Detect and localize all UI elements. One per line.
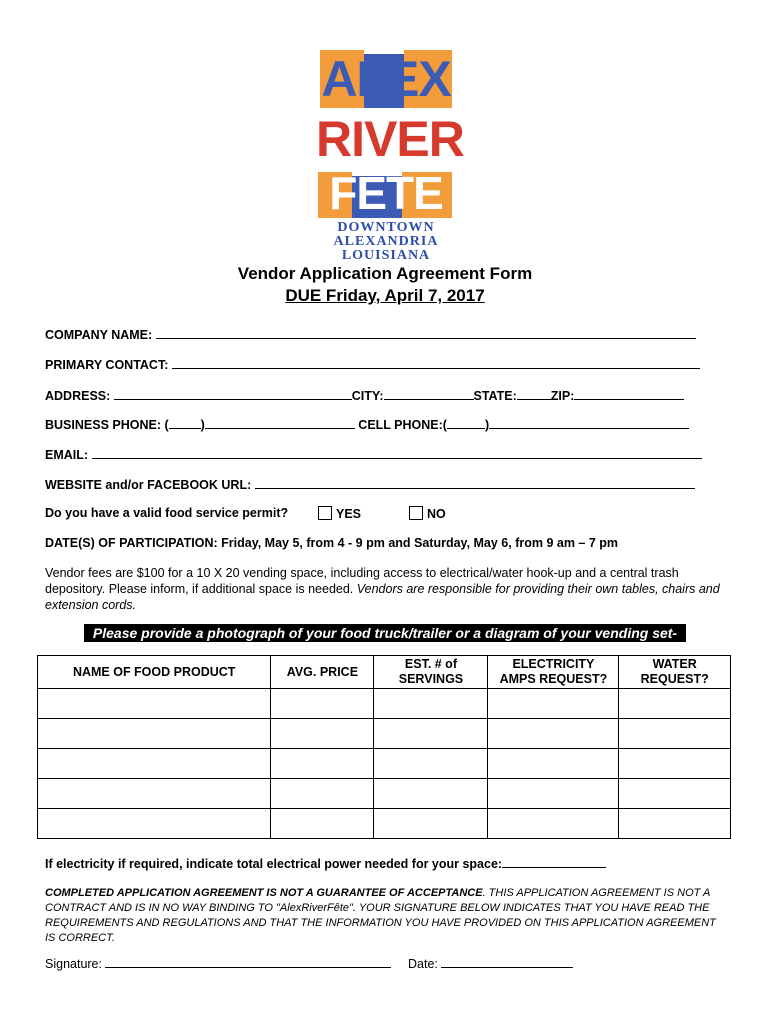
- table-row: [38, 809, 731, 839]
- table-row: [38, 689, 731, 719]
- signature-row: [45, 955, 391, 971]
- business-phone-field[interactable]: [205, 416, 355, 429]
- table-cell[interactable]: [619, 779, 731, 809]
- date-label: Date:: [408, 957, 438, 971]
- table-cell[interactable]: [38, 749, 271, 779]
- electricity-note-row: [45, 855, 606, 871]
- table-cell[interactable]: [38, 779, 271, 809]
- table-cell[interactable]: [374, 749, 488, 779]
- website-label: WEBSITE and/or FACEBOOK URL:: [45, 478, 252, 492]
- header-servings: EST. # of SERVINGS: [374, 656, 488, 689]
- electricity-field[interactable]: [502, 855, 606, 868]
- table-cell[interactable]: [374, 689, 488, 719]
- vendor-fees-text: [45, 565, 725, 613]
- phone-row: [45, 416, 689, 432]
- table-cell[interactable]: [488, 749, 619, 779]
- logo-alexandria: ALEXANDRIA: [333, 234, 439, 249]
- participation-dates: DATE(S) OF PARTICIPATION: Friday, May 5, from 4 - 9 pm and Saturday, May 6, from 9 am – 7 pm: [45, 536, 619, 550]
- table-cell[interactable]: [488, 779, 619, 809]
- table-cell[interactable]: [38, 719, 271, 749]
- primary-contact-row: [45, 356, 700, 372]
- yes-label: YES: [336, 507, 362, 521]
- table-cell[interactable]: [271, 749, 374, 779]
- due-date: DUE Friday, April 7, 2017: [285, 286, 485, 305]
- fees-italic-text: Vendors are responsible for providing their own tables, chairs and extension cords.: [45, 582, 720, 612]
- table-cell[interactable]: [619, 749, 731, 779]
- zip-field[interactable]: [574, 387, 684, 400]
- food-products-table: [37, 655, 731, 839]
- address-row: [45, 387, 684, 403]
- table-cell[interactable]: [271, 689, 374, 719]
- disclaimer: [45, 886, 725, 946]
- cell-paren-close: ): [484, 418, 490, 432]
- logo-louisiana: LOUISIANA: [341, 248, 431, 263]
- cell-phone-field[interactable]: [489, 416, 689, 429]
- state-label: STATE:: [473, 389, 517, 403]
- company-name-label: COMPANY NAME:: [45, 328, 153, 342]
- no-checkbox[interactable]: [409, 506, 423, 520]
- permit-row: [45, 506, 725, 520]
- disclaimer-bold: COMPLETED APPLICATION AGREEMENT IS NOT A GUARANTEE OF ACCEPTANCE: [45, 887, 483, 899]
- table-cell[interactable]: [488, 809, 619, 839]
- email-label: EMAIL:: [45, 448, 89, 462]
- no-label: NO: [427, 507, 446, 521]
- fees-text: Vendor fees are $100 for a 10 X 20 vending space, including access to electrical/water hook-up and a central trash depository. Please inform, if additional space is needed.: [45, 566, 679, 596]
- city-label: CITY:: [351, 389, 384, 403]
- disclaimer-text: . THIS APPLICATION AGREEMENT IS NOT A CONTRACT AND IS IN NO WAY BINDING TO "AlexRiverFête". YOUR SIGNATURE BELOW INDICATES THAT YOU HAVE READ THE REQUIREMENTS AND REGULATIONS AND THAT THE INFORMATION YOU HAVE PROVIDED ON THIS APPLICATION AGREEMENT IS CORRECT.: [45, 887, 716, 944]
- date-field[interactable]: [441, 955, 573, 968]
- table-cell[interactable]: [488, 719, 619, 749]
- email-field[interactable]: [92, 446, 702, 459]
- table-row: [38, 749, 731, 779]
- business-paren-close: ): [200, 418, 205, 432]
- table-cell[interactable]: [38, 809, 271, 839]
- table-cell[interactable]: [374, 809, 488, 839]
- logo-line-fete: FÊTE: [329, 167, 443, 219]
- table-cell[interactable]: [374, 779, 488, 809]
- alex-river-fete-logo: [316, 50, 464, 263]
- table-cell[interactable]: [38, 689, 271, 719]
- company-name-row: [45, 326, 696, 342]
- city-field[interactable]: [384, 387, 474, 400]
- cell-phone-label: CELL PHONE:(: [358, 418, 447, 432]
- table-row: [38, 779, 731, 809]
- table-cell[interactable]: [619, 809, 731, 839]
- header-food-name: NAME OF FOOD PRODUCT: [38, 656, 271, 689]
- header-water: WATER REQUEST?: [619, 656, 731, 689]
- header-electricity: ELECTRICITY AMPS REQUEST?: [488, 656, 619, 689]
- address-field[interactable]: [114, 387, 352, 400]
- table-cell[interactable]: [271, 779, 374, 809]
- table-cell[interactable]: [271, 719, 374, 749]
- electricity-note: If electricity if required, indicate total electrical power needed for your space:: [45, 857, 503, 871]
- table-cell[interactable]: [619, 719, 731, 749]
- logo-downtown: DOWNTOWN: [337, 220, 435, 235]
- signature-label: Signature:: [45, 957, 102, 971]
- primary-contact-label: PRIMARY CONTACT:: [45, 358, 169, 372]
- table-cell[interactable]: [619, 689, 731, 719]
- photo-request-banner: Please provide a photograph of your food truck/trailer or a diagram of your vending set-up.: [84, 624, 686, 642]
- website-field[interactable]: [255, 476, 695, 489]
- business-area-code-field[interactable]: [169, 416, 201, 429]
- state-field[interactable]: [517, 387, 551, 400]
- logo-line-river: RIVER: [316, 111, 464, 167]
- permit-yes-option[interactable]: [318, 506, 361, 521]
- address-label: ADDRESS:: [45, 389, 111, 403]
- logo-line-alex: ALEX: [321, 51, 451, 107]
- permit-no-option[interactable]: [409, 506, 446, 521]
- table-cell[interactable]: [488, 689, 619, 719]
- permit-question: Do you have a valid food service permit?: [45, 506, 289, 520]
- zip-label: ZIP:: [550, 389, 575, 403]
- table-header-row: [38, 656, 731, 689]
- form-title: Vendor Application Agreement Form: [237, 264, 533, 283]
- cell-area-code-field[interactable]: [447, 416, 485, 429]
- company-name-field[interactable]: [156, 326, 696, 339]
- header-avg-price: AVG. PRICE: [271, 656, 374, 689]
- table-cell[interactable]: [374, 719, 488, 749]
- website-row: [45, 476, 695, 492]
- email-row: [45, 446, 702, 462]
- date-row: [408, 955, 573, 971]
- table-row: [38, 719, 731, 749]
- primary-contact-field[interactable]: [172, 356, 700, 369]
- yes-checkbox[interactable]: [318, 506, 332, 520]
- signature-field[interactable]: [105, 955, 391, 968]
- table-cell[interactable]: [271, 809, 374, 839]
- business-phone-label: BUSINESS PHONE: (: [45, 418, 169, 432]
